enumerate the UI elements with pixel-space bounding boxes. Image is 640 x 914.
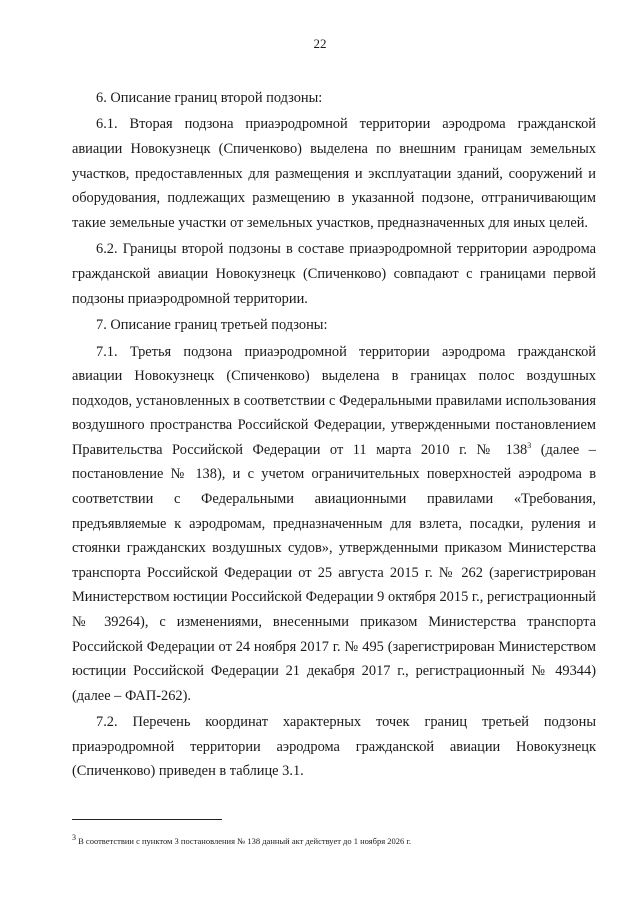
footnote-text: В соответствии с пунктом 3 постановления № 138 данный акт действует до 1 ноября 2026 г.: [78, 836, 412, 846]
paragraph-7-1-part-2: (далее – постановление № 138), и с учетом ограничительных поверхностей аэродрома в соответствии с Федеральными авиационными правилами «Требования, предъявляемые к аэродромам, предназначенным для взлета, посадки, руления и стоянки гражданских воздушных судов», утвержденными приказом Министерства транспорта Российской Федерации от 25 августа 2015 г. № 262 (зарегистрирован Министерством юстиции Российской Федерации 9 октября 2015 г., регистрационный № 39264), с изменениями, внесенными приказом Министерства транспорта Российской Федерации от 24 ноября 2017 г. № 495 (зарегистрирован Министерством юстиции Российской Федерации 21 декабря 2017 г., регистрационный № 49344) (далее – ФАП-262).: [72, 441, 596, 704]
footnote-divider: [72, 819, 222, 820]
paragraph-6-1: 6.1. Вторая подзона приаэродромной территории аэродрома гражданской авиации Новокузнецк (Спиченково) выделена по внешним границам земельных участков, предоставленных для размещения и эксплуатации зданий, сооружений и оборудования, подлежащих размещению в указанной подзоне, отграничивающим такие земельные участки от земельных участков, предназначенных для иных целей.: [72, 116, 596, 231]
paragraph-7-1-part-1: 7.1. Третья подзона приаэродромной территории аэродрома гражданской авиации Новокузнецк (Спиченково) выделена в границах полос воздушных подходов, установленных в соответствии с Федеральными правилами использования воздушного пространства Российской Федерации, утвержденными постановлением Правительства Российской Федерации от 11 марта 2010 г. № 138: [72, 343, 596, 458]
paragraph-6-2: 6.2. Границы второй подзоны в составе приаэродромной территории аэродрома гражданской авиации Новокузнецк (Спиченково) совпадают с границами первой подзоны приаэродромной территории.: [72, 241, 596, 307]
paragraph-7-1: [72, 340, 596, 709]
footnote-mark: 3: [72, 833, 76, 843]
footnote-reference: 3: [527, 441, 532, 451]
section-heading-7: 7. Описание границ третьей подзоны:: [96, 317, 328, 334]
footnote: [72, 833, 596, 847]
page-number: 22: [313, 36, 327, 51]
section-heading-6: 6. Описание границ второй подзоны:: [96, 90, 323, 106]
body-text: [72, 86, 596, 786]
paragraph-7-2: 7.2. Перечень координат характерных точек границ третьей подзоны приаэродромной территории аэродрома гражданской авиации Новокузнецк (Спиченково) приведен в таблице 3.1.: [72, 714, 596, 780]
